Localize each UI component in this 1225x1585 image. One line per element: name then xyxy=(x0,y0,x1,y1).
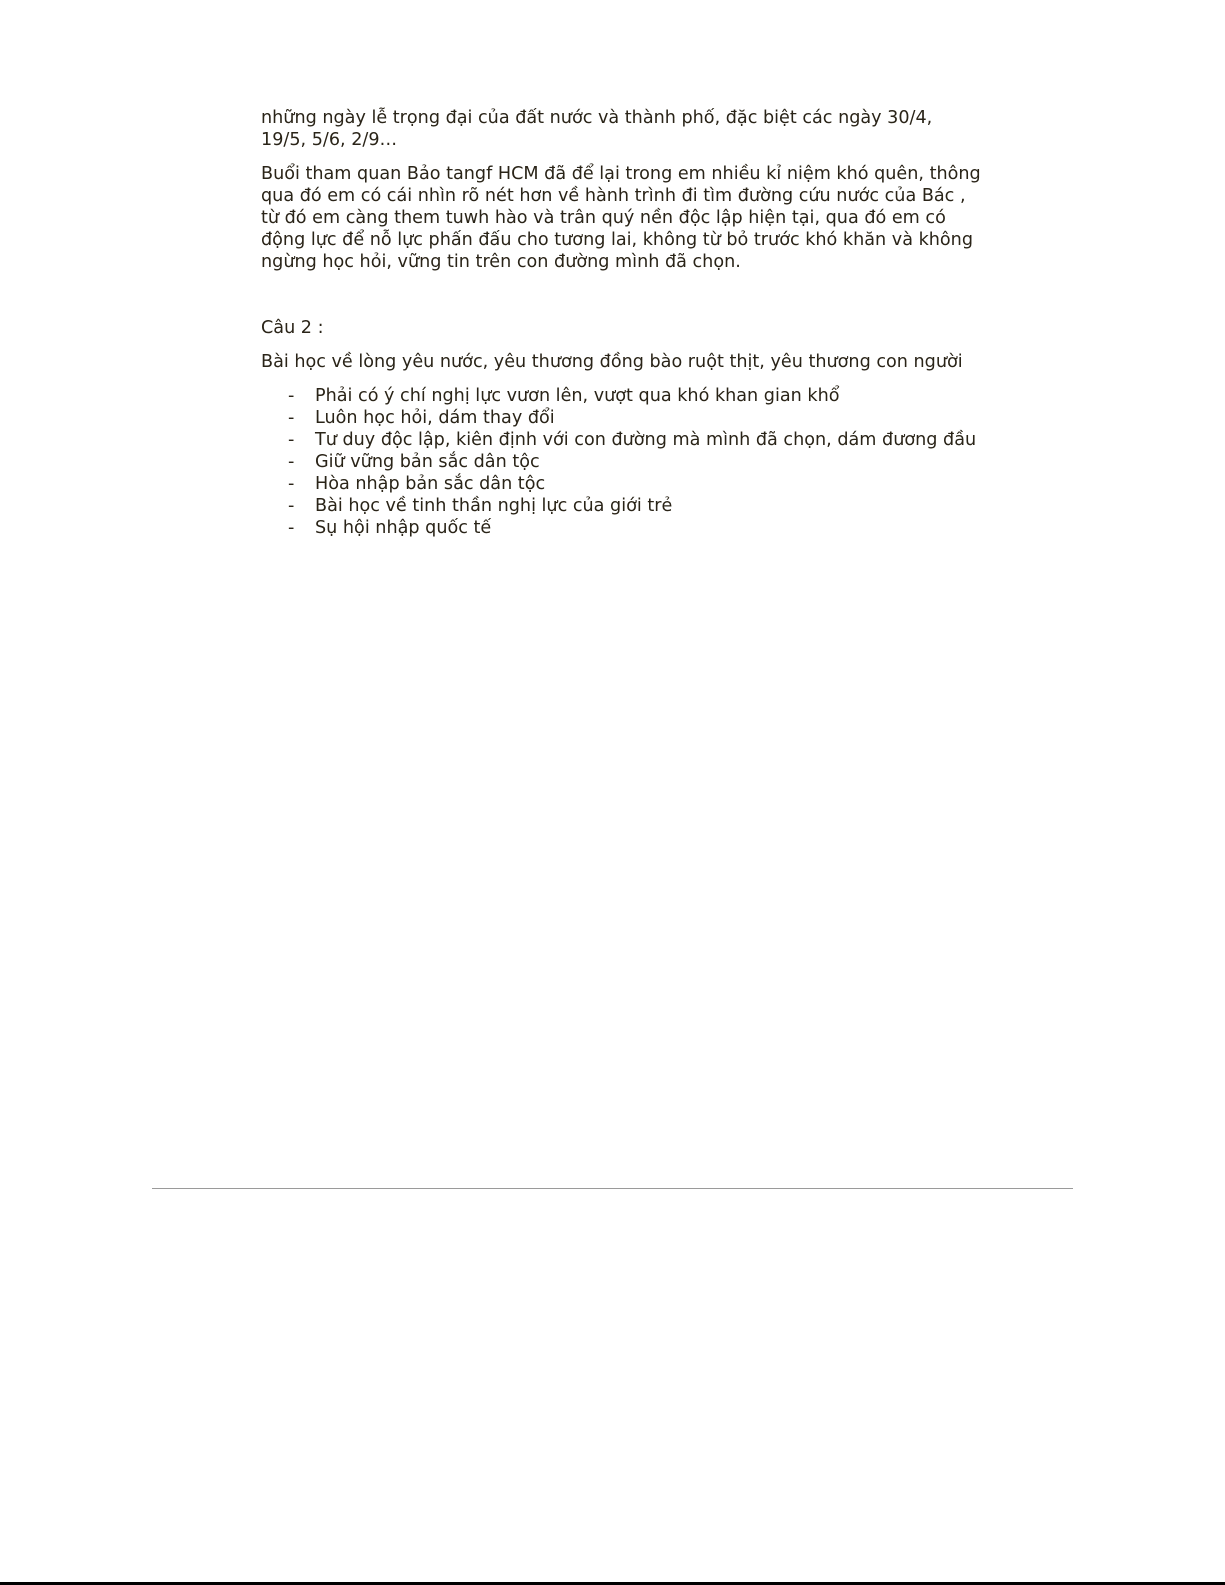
bullet-dash: - xyxy=(288,430,295,450)
bullet-dash: - xyxy=(288,452,295,472)
lesson-bullet-list xyxy=(261,385,981,539)
bullet-dash: - xyxy=(288,496,295,516)
list-item: - Giữ vững bản sắc dân tộc xyxy=(288,452,540,472)
list-item: - Luôn học hỏi, dám thay đổi xyxy=(288,408,555,428)
paragraph-museum-visit: Buổi tham quan Bảo tangf HCM đã để lại trong em nhiều kỉ niệm khó quên, thông qua đó em có cái nhìn rõ nét hơn về hành trình đi tìm đường cứu nước của Bác , từ đó em càng them tuwh hào và trân quý nền độc lập hiện tại, qua đó em có động lực để nỗ lực phấn đấu cho tương lai, không từ bỏ trước khó khăn và không ngừng học hỏi, vững tin trên con đường mình đã chọn. xyxy=(261,164,981,272)
list-item: - Sụ hội nhập quốc tế xyxy=(288,518,492,538)
bullet-dash: - xyxy=(288,474,295,494)
bullet-dash: - xyxy=(288,408,295,428)
lesson-intro: Bài học về lòng yêu nước, yêu thương đồng bào ruột thịt, yêu thương con người xyxy=(261,352,963,372)
question-heading: Câu 2 : xyxy=(261,318,324,338)
page-separator-line xyxy=(152,1188,1073,1189)
bullet-dash: - xyxy=(288,386,295,406)
bullet-dash: - xyxy=(288,518,295,538)
document-body xyxy=(261,107,981,539)
list-item: - Bài học về tinh thần nghị lực của giới trẻ xyxy=(288,496,673,516)
list-item: - Hòa nhập bản sắc dân tộc xyxy=(288,474,546,494)
paragraph-holidays: những ngày lễ trọng đại của đất nước và thành phố, đặc biệt các ngày 30/4, 19/5, 5/6, 2/9… xyxy=(261,108,933,150)
list-item: - Tư duy độc lập, kiên định với con đường mà mình đã chọn, dám đương đầu xyxy=(288,430,977,450)
list-item: - Phải có ý chí nghị lực vươn lên, vượt qua khó khan gian khổ xyxy=(288,386,840,406)
